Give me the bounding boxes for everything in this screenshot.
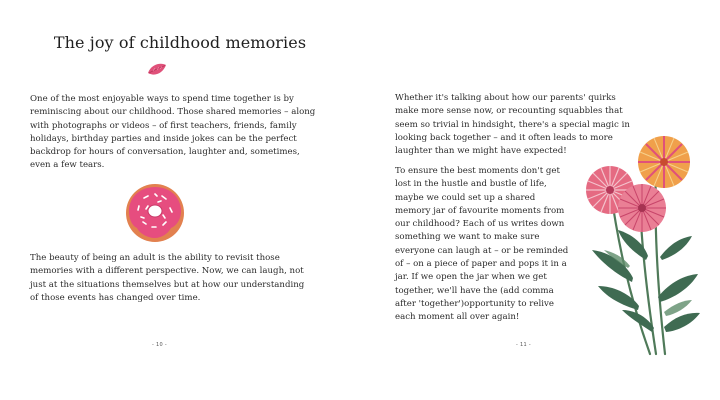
- page-number: - 11 -: [516, 342, 531, 348]
- paragraph-looking-back: Whether it's talking about how our parents' quirks make more sense now, or recounting squabbles that seem so trivial in hindsight, there's a special magic in looking back together – and it often leads to more laughter than we might have expected!: [395, 93, 630, 157]
- page-number: - 10 -: [152, 342, 167, 348]
- pink-leaf-icon: [146, 61, 168, 79]
- paragraph-adult-perspective: The beauty of being an adult is the ability to revisit those memories with a different perspective. Now, we can laugh, not just at the situations themselves but at how our understanding of those events has changed over time.: [30, 253, 305, 303]
- right-page: [360, 0, 720, 400]
- paragraph-memory-jar: To ensure the best moments don't get lost in the hustle and bustle of life, maybe we could set up a shared memory jar of favourite moments from our childhood? Each of us writes down something we want to make sure everyone can laugh at – or be reminded of – on a piece of paper and pops it in a jar. If we open the jar when we get together, we'll have the (add comma after 'together')opportunity to relive each moment all over again!: [395, 166, 569, 323]
- paragraph-childhood-memories: One of the most enjoyable ways to spend time together is by reminiscing about our childhood. Those shared memories – along with photographs or videos – of first teachers, friends, family holidays, birthday parties and inside jokes can be the perfect backdrop for hours of conversation, laughter and, sometimes, even a few tears.: [30, 94, 316, 171]
- page-title: The joy of childhood memories: [53, 33, 307, 52]
- pink-sprinkle-donut-icon: [124, 182, 186, 244]
- paper-flowers-illustration: [570, 132, 705, 357]
